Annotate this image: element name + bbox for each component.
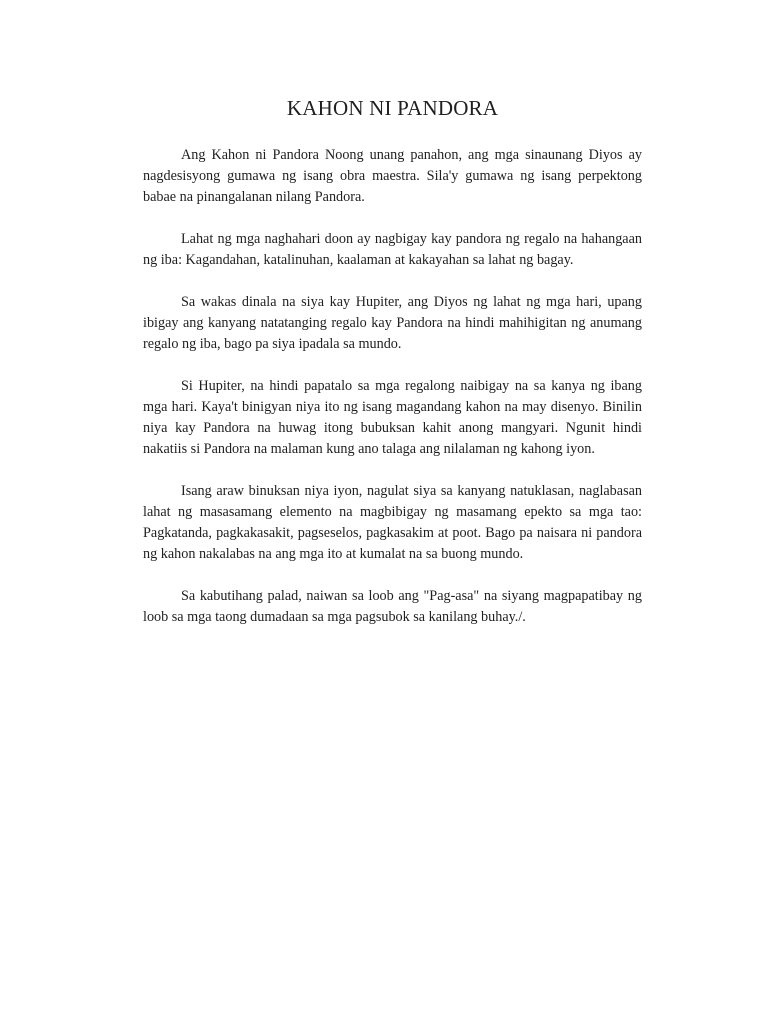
document-title: KAHON NI PANDORA (286, 96, 499, 120)
paragraph-1: Ang Kahon ni Pandora Noong unang panahon, ang mga sinaunang Diyos ay nagdesisyong gumawa ng isang obra maestra. Sila'y gumawa ng isang perpektong babae na pinangalanan nilang Pandora. (143, 147, 642, 205)
paragraph-5: Isang araw binuksan niya iyon, nagulat siya sa kanyang natuklasan, naglabasan lahat ng masasamang elemento na magbibigay ng masamang epekto sa mga tao: Pagkatanda, pagkakasakit, pagseselos, pagkasakim at poot. Bago pa naisara ni pandora ng kahon nakalabas na ang mga ito at kumalat na sa buong mundo. (143, 483, 642, 562)
paragraph-2: Lahat ng mga naghahari doon ay nagbigay kay pandora ng regalo na hahangaan ng iba: Kagandahan, katalinuhan, kaalaman at kakayahan sa lahat ng bagay. (143, 231, 642, 268)
paragraph-3: Sa wakas dinala na siya kay Hupiter, ang Diyos ng lahat ng mga hari, upang ibigay ang kanyang natatanging regalo kay Pandora na hindi mahihigitan ng anumang regalo ng iba, bago pa siya ipadala sa mundo. (143, 294, 642, 352)
document-body (143, 95, 642, 649)
paragraph-4: Si Hupiter, na hindi papatalo sa mga regalong naibigay na sa kanya ng ibang mga hari. Kaya't binigyan niya ito ng isang magandang kahon na may disenyo. Binilin niya kay Pandora na huwag itong bubuksan kahit anong mangyari. Ngunit hindi nakatiis si Pandora na malaman kung ano talaga ang nilalaman ng kahong iyon. (143, 378, 642, 457)
paragraph-6: Sa kabutihang palad, naiwan sa loob ang "Pag-asa" na siyang magpapatibay ng loob sa mga taong dumadaan sa mga pagsubok sa kanilang buhay./. (143, 588, 642, 625)
